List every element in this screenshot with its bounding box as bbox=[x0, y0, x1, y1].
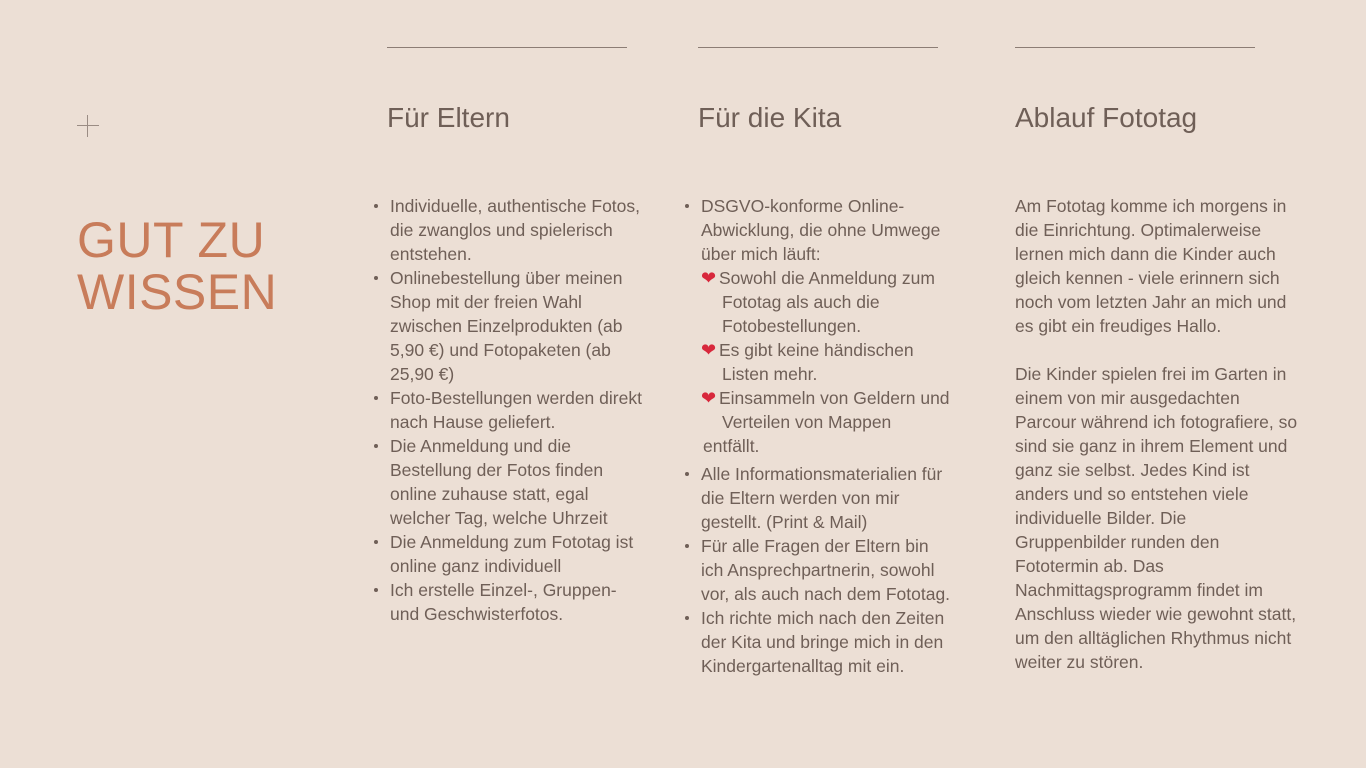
list-item: Ich richte mich nach den Zeiten der Kita und bringe mich in den Kindergartenalltag mit ein. bbox=[685, 606, 953, 678]
heart-icon: ❤ bbox=[701, 268, 717, 288]
list-item: Ich erstelle Einzel-, Gruppen- und Geschwisterfotos. bbox=[374, 578, 642, 626]
list-item bbox=[685, 194, 953, 458]
page-title-line-1: GUT ZU bbox=[77, 212, 266, 268]
column-body bbox=[1015, 194, 1300, 674]
page-title-line-2: WISSEN bbox=[77, 264, 278, 320]
heart-line bbox=[701, 266, 953, 338]
plus-icon bbox=[77, 115, 99, 137]
bullet-list bbox=[374, 194, 642, 626]
column-heading: Für die Kita bbox=[698, 102, 842, 133]
paragraph: Am Fototag komme ich morgens in die Einrichtung. Optimalerweise lernen mich dann die Kinder auch gleich kennen - viele erinnern sich noch vom letzten Jahr an mich und es gibt ein freudiges Hallo. bbox=[1015, 196, 1287, 336]
list-item-text: DSGVO-konforme Online-Abwicklung, die ohne Umwege über mich läuft: bbox=[701, 196, 941, 264]
list-item: Alle Informationsmaterialien für die Eltern werden von mir gestellt. (Print & Mail) bbox=[685, 462, 953, 534]
list-item: Die Anmeldung zum Fototag ist online ganz individuell bbox=[374, 530, 642, 578]
column-divider bbox=[387, 47, 627, 48]
list-item: Onlinebestellung über meinen Shop mit der freien Wahl zwischen Einzelprodukten (ab 5,90 €) und Fotopaketen (ab 25,90 €) bbox=[374, 266, 642, 386]
page-title bbox=[77, 214, 277, 318]
column-heading: Für Eltern bbox=[387, 102, 510, 133]
list-item: Individuelle, authentische Fotos, die zwanglos und spielerisch entstehen. bbox=[374, 194, 642, 266]
column-body bbox=[685, 194, 953, 678]
heart-line-text: Einsammeln von Geldern und Verteilen von Mappen bbox=[719, 388, 950, 432]
column-divider bbox=[1015, 47, 1255, 48]
list-item: Die Anmeldung und die Bestellung der Fotos finden online zuhause statt, egal welcher Tag, welche Uhrzeit bbox=[374, 434, 642, 530]
heart-icon: ❤ bbox=[701, 340, 717, 360]
column-heading: Ablauf Fototag bbox=[1015, 102, 1198, 133]
heart-line-text: Sowohl die Anmeldung zum Fototag als auch die Fotobestellungen. bbox=[719, 268, 935, 336]
heart-line-tail: entfällt. bbox=[703, 436, 760, 456]
paragraph: Die Kinder spielen frei im Garten in einem von mir ausgedachten Parcour während ich fotografiere, so sind sie ganz in ihrem Element und ganz sie selbst. Jedes Kind ist anders und so entstehen viele individuelle Bilder. Die Gruppenbilder runden den Fototermin ab. Das Nachmittagsprogramm findet im Anschluss wieder wie gewohnt statt, um den alltäglichen Rhythmus nicht weiter zu stören. bbox=[1015, 364, 1298, 672]
bullet-list bbox=[685, 194, 953, 678]
heart-icon: ❤ bbox=[701, 388, 717, 408]
column-divider bbox=[698, 47, 938, 48]
list-item: Für alle Fragen der Eltern bin ich Ansprechpartnerin, sowohl vor, als auch nach dem Fototag. bbox=[685, 534, 953, 606]
heart-line-text: Es gibt keine händischen Listen mehr. bbox=[719, 340, 914, 384]
heart-line bbox=[701, 338, 953, 386]
list-item: Foto-Bestellungen werden direkt nach Hause geliefert. bbox=[374, 386, 642, 434]
column-body bbox=[374, 194, 642, 626]
heart-line bbox=[701, 386, 953, 434]
